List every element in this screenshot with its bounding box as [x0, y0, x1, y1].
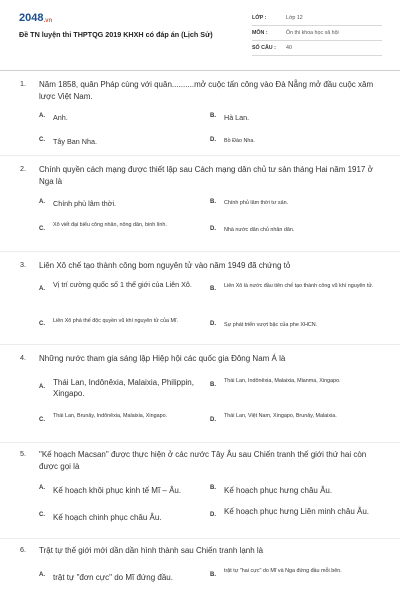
option-a[interactable] — [39, 280, 204, 292]
option-text: Kế hoạch phục hưng Liên minh châu Âu. — [224, 507, 370, 516]
logo-suffix: .vn — [43, 18, 53, 24]
option-letter: D. — [210, 512, 216, 518]
option-c[interactable] — [39, 512, 204, 523]
option-text: Kế hoạch khôi phục kinh tế Mĩ – Âu. — [53, 486, 182, 495]
option-d[interactable] — [210, 506, 385, 518]
option-a[interactable] — [39, 199, 199, 209]
option-b[interactable] — [210, 199, 385, 208]
question-separator — [0, 251, 400, 252]
question-text: Trật tự thế giới mới dần dần hình thành sau Chiến tranh lạnh là — [39, 546, 264, 555]
meta-key: MÔN : — [252, 30, 268, 36]
option-text: Sự phát triển vượt bậc của phe XHCN. — [224, 322, 318, 328]
option-letter: B. — [210, 286, 216, 292]
option-letter: B. — [210, 572, 216, 578]
option-letter: D. — [210, 417, 216, 423]
option-text: Liên Xô là nước đầu tiên chế tạo thành công vũ khí nguyên tử. — [224, 283, 374, 289]
option-letter: C. — [39, 512, 45, 518]
option-d[interactable] — [210, 226, 385, 235]
option-text: Thái Lan, Brunây, Indônêxia, Malaixia, Xingapo. — [53, 413, 168, 419]
option-text: Chính phủ lâm thời. — [53, 199, 117, 208]
option-letter: A. — [39, 286, 45, 292]
question-separator — [0, 538, 400, 539]
option-d[interactable] — [210, 412, 385, 423]
option-letter: B. — [210, 485, 216, 491]
option-letter: A. — [39, 199, 45, 205]
logo-text: 2048 — [19, 12, 44, 24]
option-text: trật tự "hai cực" do Mĩ và Nga đứng đầu mỗi bên. — [224, 568, 342, 574]
option-letter: C. — [39, 226, 45, 232]
question-number: 2. — [20, 164, 26, 173]
option-letter: A. — [39, 572, 45, 578]
option-text: Thái Lan, Indônêxia, Malaixia, Philippin, Xingapo. — [53, 378, 194, 398]
option-letter: D. — [210, 226, 216, 232]
meta-value: Ôn thi khoa học xã hội — [286, 30, 339, 36]
option-letter: A. — [39, 113, 45, 119]
option-letter: D. — [210, 321, 216, 327]
option-letter: C. — [39, 417, 45, 423]
option-a[interactable] — [39, 377, 204, 399]
option-b[interactable] — [210, 113, 385, 123]
meta-key: LỚP : — [252, 15, 267, 21]
option-text: Kế hoạch phục hưng châu Âu. — [224, 486, 333, 495]
question-number: 5. — [20, 449, 26, 458]
meta-value: 40 — [286, 45, 292, 51]
meta-row-class — [252, 11, 382, 26]
question-number: 6. — [20, 545, 26, 554]
option-b[interactable] — [210, 567, 385, 578]
question-text: Chính quyền cách mạng được thiết lập sau Cách mạng dân chủ tư sản tháng Hai năm 1917 ở Nga là — [39, 165, 373, 186]
option-a[interactable] — [39, 572, 209, 583]
meta-row-subject — [252, 26, 382, 41]
option-c[interactable] — [39, 137, 199, 147]
option-c[interactable] — [39, 317, 204, 327]
document-title: Đề TN luyện thi THPTQG 2019 KHXH có đáp án (Lịch Sử) — [19, 30, 213, 39]
option-letter: A. — [39, 485, 45, 491]
question-separator — [0, 155, 400, 156]
site-logo[interactable] — [19, 12, 52, 24]
option-text: Liên Xô phá thế độc quyền vũ khí nguyên tử của Mĩ. — [53, 318, 178, 324]
option-letter: A. — [39, 384, 45, 390]
question-text: Những nước tham gia sáng lập Hiệp hội các quốc gia Đông Nam Á là — [39, 354, 286, 363]
meta-key: SỐ CÂU : — [252, 45, 276, 51]
option-c[interactable] — [39, 412, 204, 423]
option-text: Xô viết đại biểu công nhân, nông dân, binh lính. — [53, 222, 167, 228]
question-text: Liên Xô chế tạo thành công bom nguyên tử vào năm 1949 đã chứng tỏ — [39, 261, 291, 270]
option-b[interactable] — [210, 485, 385, 496]
question-number: 1. — [20, 79, 26, 88]
option-text: Thái Lan, Việt Nam, Xingapo, Brunây, Malaixia. — [224, 413, 337, 419]
option-text: Kế hoạch chinh phục châu Âu. — [53, 513, 162, 522]
meta-row-count — [252, 41, 382, 56]
option-letter: B. — [210, 199, 216, 205]
question-separator — [0, 442, 400, 443]
question-separator — [0, 344, 400, 345]
option-text: Vị trí cường quốc số 1 thế giới của Liên Xô. — [53, 280, 192, 289]
option-text: Chính phủ lâm thời tư sản. — [224, 200, 289, 206]
option-c[interactable] — [39, 221, 204, 232]
meta-table — [252, 11, 382, 56]
option-text: trật tự "đơn cực" do Mĩ đứng đầu. — [53, 573, 173, 582]
option-text: Anh. — [53, 113, 68, 122]
option-d[interactable] — [210, 137, 385, 146]
question-number: 3. — [20, 260, 26, 269]
option-letter: B. — [210, 113, 216, 119]
option-b[interactable] — [210, 282, 385, 292]
header-divider — [0, 70, 400, 71]
option-text: Thái Lan, Indônêxia, Malaixia, Mianma, Xingapo. — [224, 378, 341, 384]
option-d[interactable] — [210, 321, 385, 330]
question-text: Năm 1858, quân Pháp cùng với quân..........mở cuộc tấn công vào Đà Nẵng mở đầu cuộc xâm lược Việt Nam. — [39, 80, 374, 101]
option-text: Tây Ban Nha. — [53, 137, 97, 146]
option-a[interactable] — [39, 113, 199, 123]
option-text: Hà Lan. — [224, 113, 250, 122]
option-text: Bồ Đào Nha. — [224, 138, 255, 144]
option-letter: C. — [39, 137, 45, 143]
option-letter: C. — [39, 321, 45, 327]
option-text: Nhà nước dân chủ nhân dân. — [224, 227, 295, 233]
option-a[interactable] — [39, 485, 209, 496]
document-header — [0, 0, 400, 64]
meta-value: Lớp 12 — [286, 15, 303, 21]
option-letter: D. — [210, 137, 216, 143]
question-text: "Kế hoạch Macsan" được thực hiện ở các nước Tây Âu sau Chiến tranh thế giới thứ hai còn được gọi là — [39, 450, 367, 471]
question-number: 4. — [20, 353, 26, 362]
option-letter: B. — [210, 382, 216, 388]
option-b[interactable] — [210, 377, 385, 388]
